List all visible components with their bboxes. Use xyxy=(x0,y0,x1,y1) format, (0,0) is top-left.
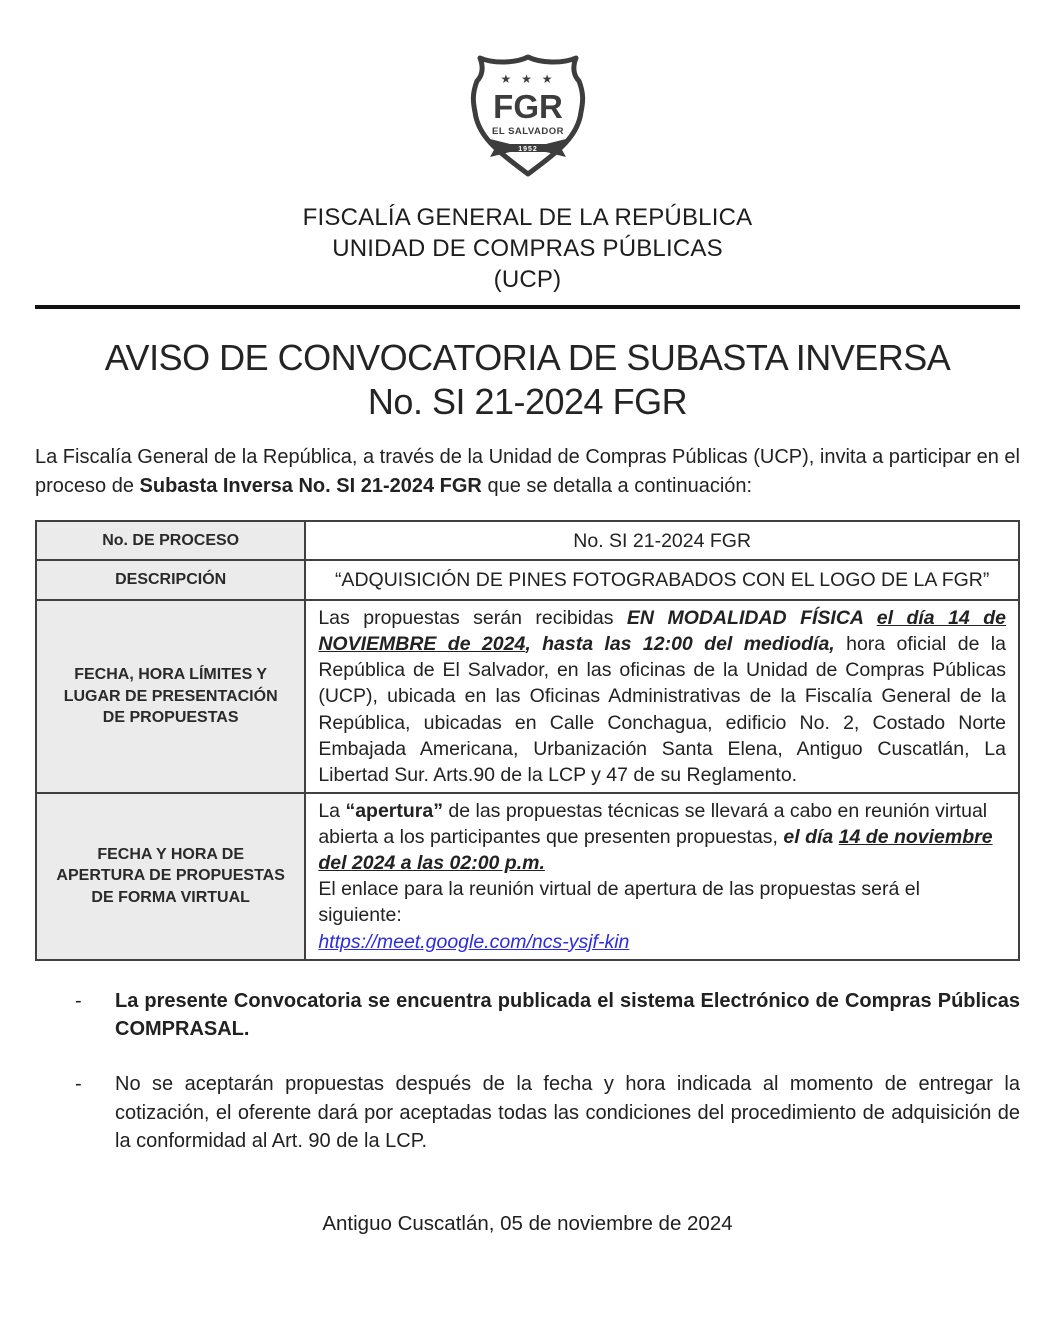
notice-title xyxy=(35,336,1020,425)
description-value xyxy=(305,560,1019,600)
notice-title-line1: AVISO DE CONVOCATORIA DE SUBASTA INVERSA xyxy=(104,336,951,378)
text-segment: hora oficial de la República de El Salvador, en las oficinas de la Unidad de Compras Públicas (UCP), ubicada en las Oficinas Administrativas de la Fiscalía General de la República, ubicadas en Calle Conchagua, edificio No. 2, Costado Norte Embajada Americana, Urbanización Santa Elena, Antiguo Cuscatlán, La Libertad Sur. Arts.90 de la LCP y 47 de su Reglamento. xyxy=(318,633,1006,786)
text-segment: Las propuestas serán recibidas xyxy=(318,607,627,629)
dash-marker: - xyxy=(75,989,82,1012)
text-segment: , xyxy=(525,633,543,656)
notes-list xyxy=(35,987,1020,1156)
stars-icon: ★ ★ ★ xyxy=(500,72,555,86)
submission-label: FECHA, HORA LÍMITES Y LUGAR DE PRESENTACIÓN DE PROPUESTAS xyxy=(36,600,305,793)
text-segment: de las propuestas técnicas se llevará a cabo en reunión virtual abierta a los participantes que presenten propuestas, xyxy=(318,799,988,848)
logo-country: EL SALVADOR xyxy=(491,126,564,137)
list-item xyxy=(35,1070,1020,1155)
text-segment: La Fiscalía General de la República, a través de la Unidad de Compras Públicas (UCP), invita a participar en el proceso de xyxy=(35,445,1020,497)
text-segment: el día xyxy=(783,826,839,848)
opening-label: FECHA Y HORA DE APERTURA DE PROPUESTAS DE FORMA VIRTUAL xyxy=(36,793,305,960)
text-segment: La presente Convocatoria se encuentra publicada el sistema Electrónico de Compras Públicas COMPRASAL. xyxy=(115,989,1020,1041)
text-segment: que se detalla a continuación: xyxy=(481,474,753,497)
text-segment: No se aceptarán propuestas después de la fecha y hora indicada al momento de entregar la cotización, el oferente dará por aceptadas todas las condiciones del procedimiento de adquisición de la conformidad al Art. 90 de la LCP. xyxy=(115,1073,1020,1153)
table-row-description xyxy=(36,560,1019,600)
process-info-table xyxy=(35,520,1020,961)
note-text xyxy=(115,987,1020,1044)
dash-marker: - xyxy=(75,1073,82,1096)
opening-details-paragraph xyxy=(318,798,1006,876)
text-segment: 14 de noviembre del 2024 a las 02:00 p.m. xyxy=(318,826,993,875)
intro-paragraph xyxy=(35,443,1020,501)
list-item xyxy=(35,987,1020,1044)
table-row-opening xyxy=(36,793,1019,960)
text-segment: “ADQUISICIÓN DE PINES FOTOGRABADOS CON EL LOGO DE LA FGR” xyxy=(334,569,990,592)
table-row-submission xyxy=(36,600,1019,793)
description-label: DESCRIPCIÓN xyxy=(36,560,305,600)
text-segment: EN MODALIDAD FÍSICA xyxy=(626,607,877,629)
text-segment: El enlace para la reunión virtual de apertura de las propuestas será el siguiente: xyxy=(318,878,920,927)
submission-value xyxy=(305,600,1019,793)
text-segment: el día 14 de NOVIEMBRE de 2024 xyxy=(318,607,1006,656)
notice-title-line2: No. SI 21-2024 FGR xyxy=(367,381,688,423)
org-unit: UNIDAD DE COMPRAS PÚBLICAS xyxy=(332,235,723,263)
process-number-label: No. DE PROCESO xyxy=(36,521,305,561)
opening-link-intro xyxy=(318,876,1006,928)
meet-link[interactable]: https://meet.google.com/ncs-ysjf-kin xyxy=(318,930,630,953)
fgr-shield-logo xyxy=(465,50,591,180)
opening-link-line xyxy=(318,929,1006,955)
document-header xyxy=(35,50,1020,309)
text-segment: “apertura” xyxy=(345,799,443,822)
table-row-process-number xyxy=(36,521,1019,561)
text-segment: hasta las 12:00 del mediodía, xyxy=(542,633,835,656)
issue-date: Antiguo Cuscatlán, 05 de noviembre de 2024 xyxy=(322,1211,733,1235)
org-name: FISCALÍA GENERAL DE LA REPÚBLICA xyxy=(302,204,753,231)
logo-year: 1952 xyxy=(517,146,538,153)
org-unit-acronym: (UCP) xyxy=(493,266,562,294)
logo-acronym: FGR xyxy=(492,88,563,125)
process-number-value xyxy=(305,521,1019,561)
text-segment: Subasta Inversa No. SI 21-2024 FGR xyxy=(139,474,482,497)
text-segment: La xyxy=(318,799,346,822)
note-text xyxy=(115,1070,1020,1155)
text-segment: No. SI 21-2024 FGR xyxy=(573,529,752,552)
opening-value xyxy=(305,793,1019,960)
header-divider xyxy=(35,305,1020,309)
